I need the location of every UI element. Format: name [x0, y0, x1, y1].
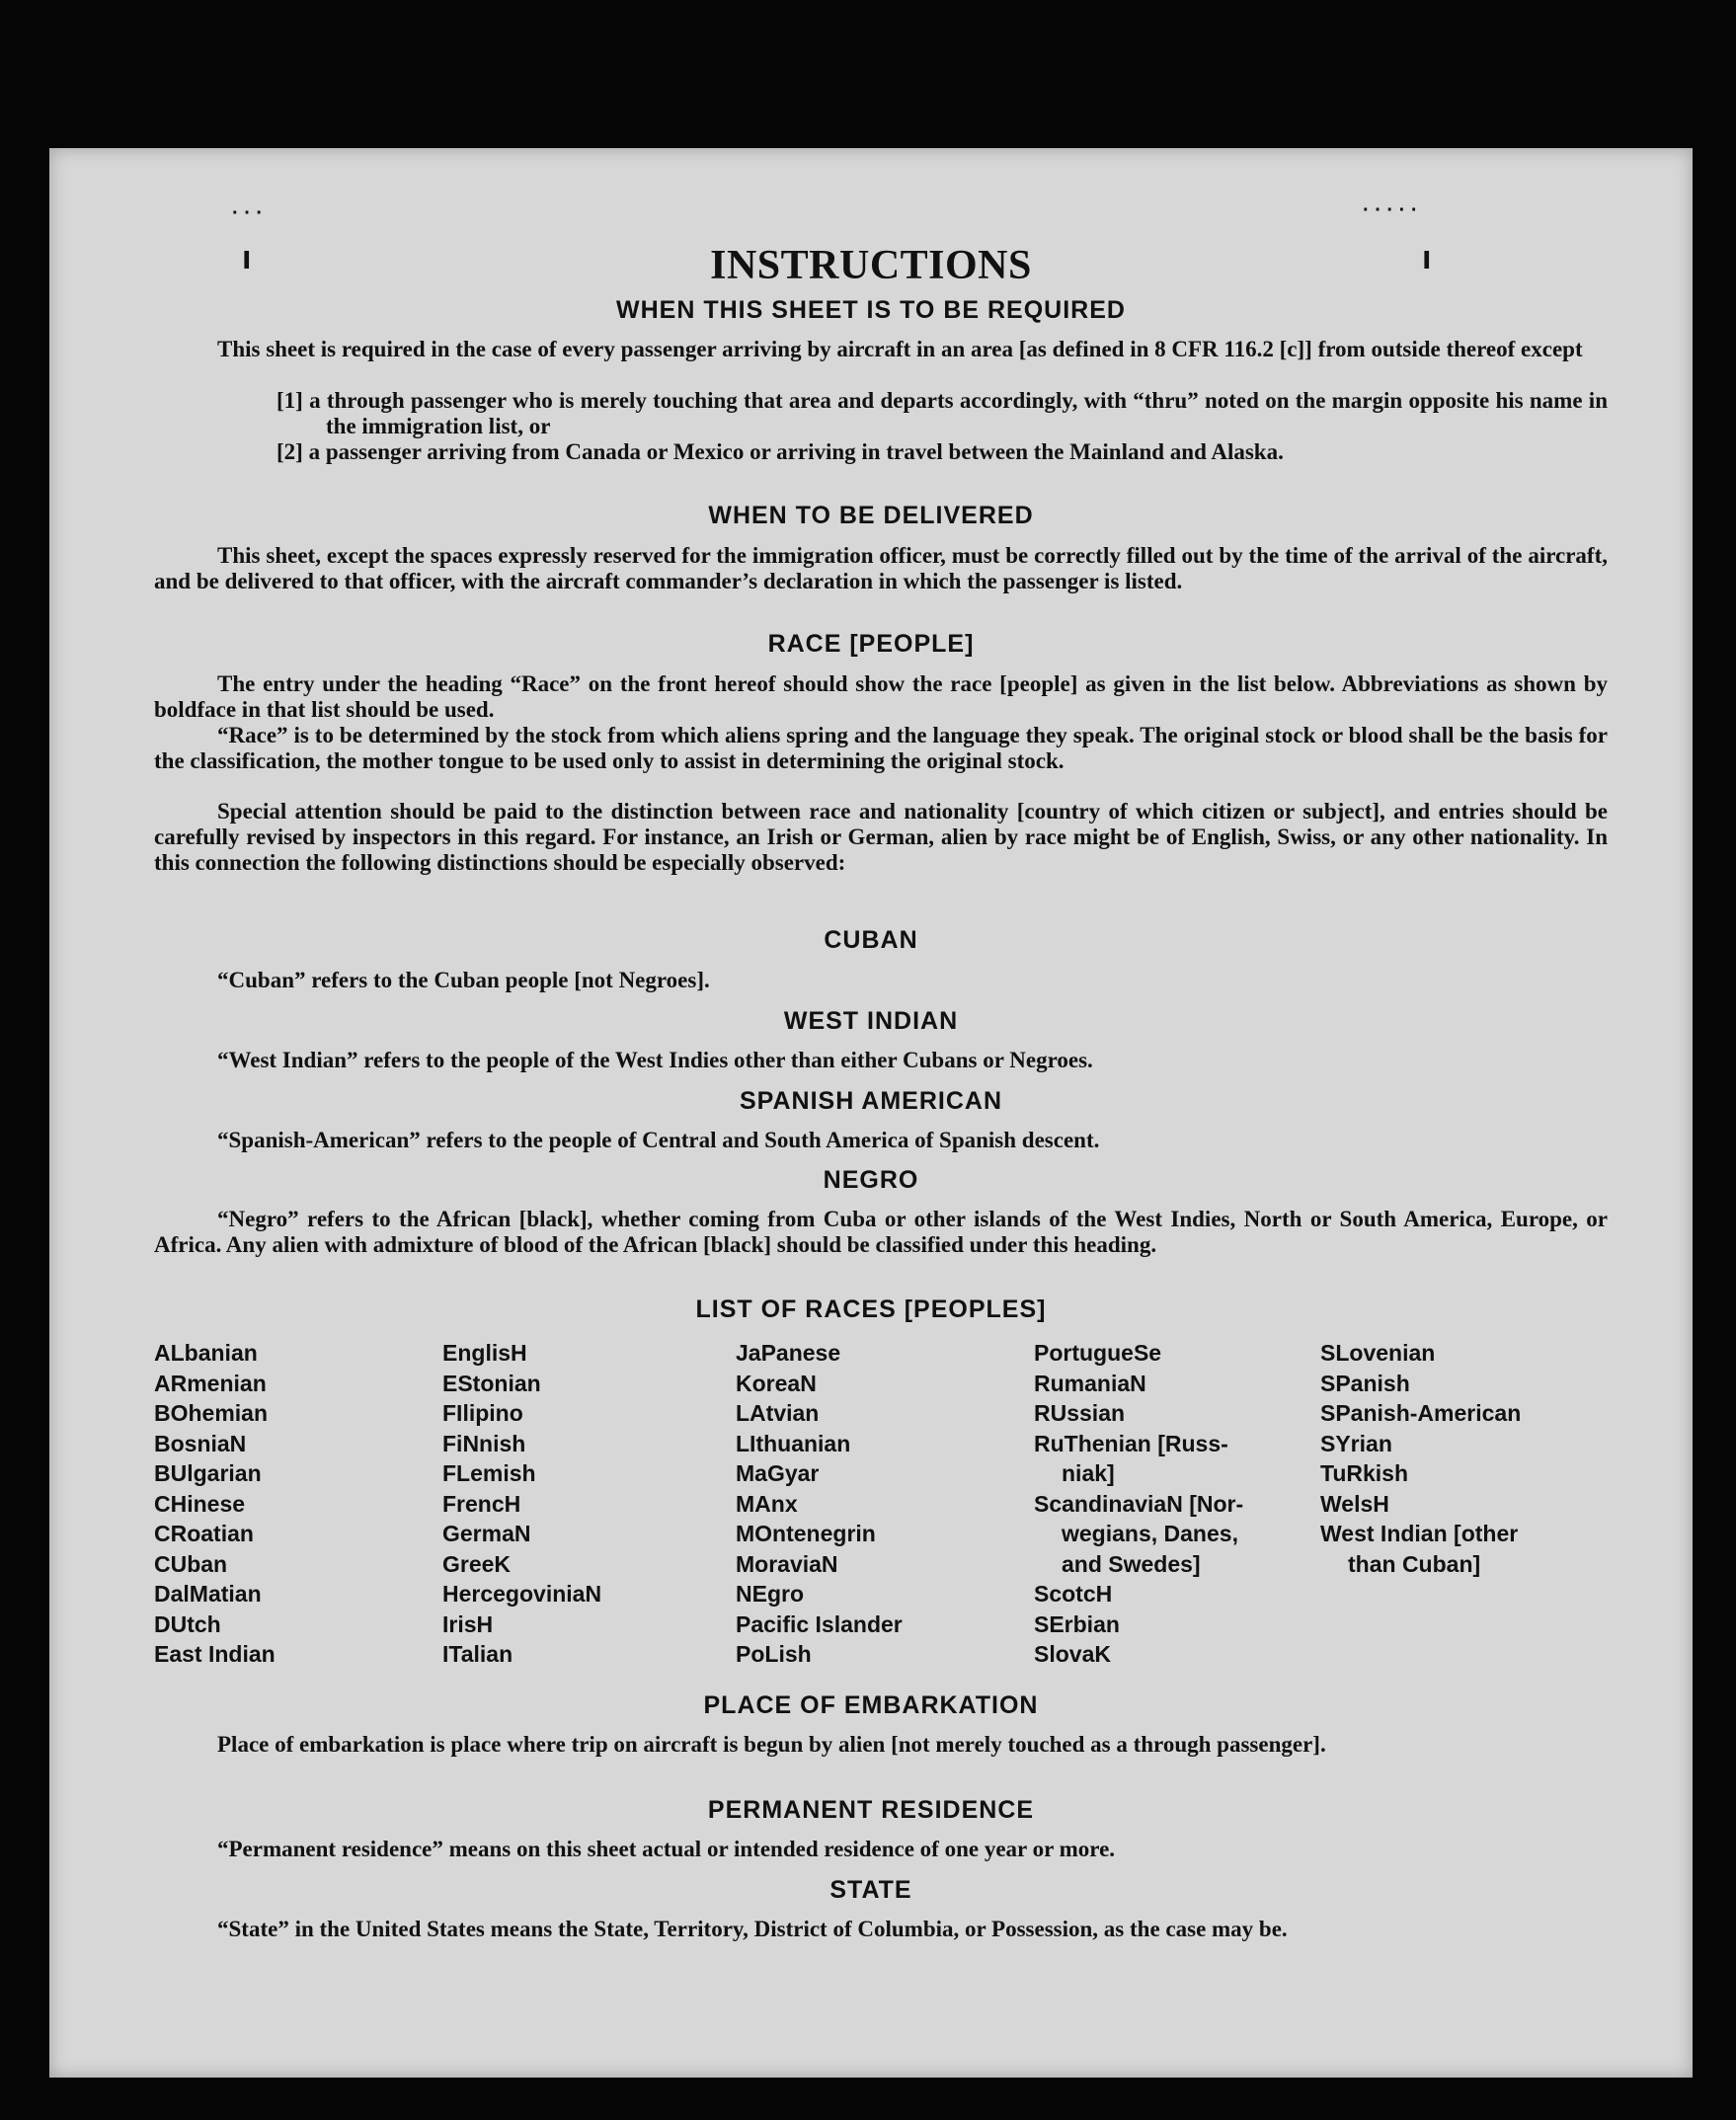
race-item: SErbian: [1034, 1610, 1120, 1637]
print-specks: · · · · ·: [1363, 199, 1418, 221]
heading-negro: NEGRO: [823, 1166, 919, 1194]
race-item: SLovenian: [1320, 1340, 1436, 1366]
race-paragraph-2: “Race” is to be determined by the stock from which aliens spring and the language they speak. The original stock or blood shall be the basis for the classification, the mother tongue to be used only to assist in determining the original stock.: [154, 723, 1608, 773]
race-item: CHinese: [154, 1490, 246, 1517]
race-item: LIthuanian: [736, 1430, 851, 1456]
race-item: IrisH: [442, 1610, 494, 1637]
race-item: ScandinaviaN [Nor-: [1034, 1490, 1244, 1517]
race-item: ARmenian: [154, 1370, 267, 1396]
heading-place-of-embarkation: PLACE OF EMBARKATION: [703, 1691, 1039, 1719]
required-item-1: [1] a through passenger who is merely touching that area and departs accordingly, with “thru” noted on the margin opposite his name in the immigration list, or: [276, 388, 1608, 438]
heading-when-required: WHEN THIS SHEET IS TO BE REQUIRED: [616, 296, 1126, 324]
race-item: DUtch: [154, 1610, 221, 1637]
page-title: INSTRUCTIONS: [710, 243, 1032, 288]
race-item: MAnx: [736, 1490, 798, 1517]
race-item: JaPanese: [736, 1340, 841, 1366]
races-column-5: [1320, 1338, 1521, 1579]
race-item: RUssian: [1034, 1400, 1126, 1426]
race-item: RuThenian [Russ-: [1034, 1430, 1228, 1456]
race-item: ALbanian: [154, 1340, 258, 1366]
heading-when-delivered: WHEN TO BE DELIVERED: [708, 502, 1034, 529]
race-item: BosniaN: [154, 1430, 247, 1456]
residence-text: “Permanent residence” means on this sheet actual or intended residence of one year or more.: [217, 1837, 1116, 1861]
corner-mark-left: ı: [242, 239, 252, 276]
delivered-text: This sheet, except the spaces expressly reserved for the immigration officer, must be correctly filled out by the time of the arrival of the aircraft, and be delivered to that officer, with the aircraft commander’s declaration in which the passenger is listed.: [154, 543, 1608, 593]
heading-cuban: CUBAN: [824, 926, 918, 954]
race-item: RumaniaN: [1034, 1370, 1146, 1396]
race-item: ITalian: [442, 1641, 513, 1667]
race-item: FrencH: [442, 1490, 521, 1517]
heading-permanent-residence: PERMANENT RESIDENCE: [707, 1796, 1035, 1824]
race-item: CRoatian: [154, 1521, 254, 1546]
heading-list-of-races: LIST OF RACES [PEOPLES]: [695, 1296, 1047, 1323]
embarkation-text: Place of embarkation is place where trip on aircraft is begun by alien [not merely touched as a through passenger].: [217, 1732, 1326, 1757]
race-item: SPanish-American: [1320, 1400, 1522, 1426]
race-item: PortugueSe: [1034, 1340, 1162, 1366]
instruction-sheet: [49, 148, 1693, 2078]
state-text: “State” in the United States means the State, Territory, District of Columbia, or Possession, as the case may be.: [217, 1917, 1288, 1941]
race-item: WelsH: [1320, 1490, 1389, 1517]
heading-west-indian: WEST INDIAN: [783, 1007, 959, 1035]
race-item: ScotcH: [1034, 1581, 1113, 1607]
race-item: EnglisH: [442, 1340, 527, 1366]
race-item: and Swedes]: [1062, 1550, 1201, 1577]
race-item: wegians, Danes,: [1062, 1521, 1238, 1546]
race-item: KoreaN: [736, 1370, 817, 1396]
race-item: MOntenegrin: [736, 1521, 876, 1546]
race-item: Pacific Islander: [736, 1610, 903, 1637]
race-item: TuRkish: [1320, 1460, 1409, 1486]
race-item: MoraviaN: [736, 1550, 838, 1577]
races-column-1: [154, 1338, 276, 1670]
race-paragraph-1: The entry under the heading “Race” on the front hereof should show the race [people] as given in the list below. Abbreviations as shown by boldface in that list should be used.: [154, 671, 1608, 722]
heading-spanish-american: SPANISH AMERICAN: [739, 1087, 1002, 1115]
required-intro: This sheet is required in the case of every passenger arriving by aircraft in an area [as defined in 8 CFR 116.2 [c]] from outside thereof except: [217, 337, 1583, 361]
race-item: niak]: [1062, 1460, 1115, 1486]
races-column-4: [1034, 1338, 1243, 1670]
race-item: GreeK: [442, 1550, 512, 1577]
corner-mark-right: ı: [1422, 239, 1432, 276]
race-item: LAtvian: [736, 1400, 820, 1426]
cuban-text: “Cuban” refers to the Cuban people [not Negroes].: [217, 968, 710, 992]
races-column-3: [736, 1338, 903, 1670]
race-item: FIlipino: [442, 1400, 523, 1426]
race-item: DalMatian: [154, 1581, 262, 1607]
race-item: HercegoviniaN: [442, 1581, 602, 1607]
race-paragraph-3: Special attention should be paid to the distinction between race and nationality [country of which citizen or subject], and entries should be carefully revised by inspectors in this regard. For instance, an Irish or German, alien by race might be of English, Swiss, or any other nationality. In this connection the following distinctions should be especially observed:: [154, 799, 1608, 875]
race-item: GermaN: [442, 1521, 531, 1546]
race-item: FiNnish: [442, 1430, 526, 1456]
spanish-american-text: “Spanish-American” refers to the people of Central and South America of Spanish descent.: [217, 1128, 1100, 1152]
print-specks: · · ·: [232, 202, 264, 224]
race-item: MaGyar: [736, 1460, 820, 1486]
race-item: NEgro: [736, 1581, 804, 1607]
race-item: SYrian: [1320, 1430, 1392, 1456]
race-item: SPanish: [1320, 1370, 1410, 1396]
race-item: East Indian: [154, 1641, 276, 1667]
race-item: CUban: [154, 1550, 228, 1577]
race-item: West Indian [other: [1320, 1521, 1519, 1546]
required-item-2: [2] a passenger arriving from Canada or Mexico or arriving in travel between the Mainland and Alaska.: [276, 439, 1284, 464]
heading-race: RACE [PEOPLE]: [767, 630, 975, 658]
race-item: than Cuban]: [1348, 1550, 1481, 1577]
west-indian-text: “West Indian” refers to the people of the West Indies other than either Cubans or Negroes.: [217, 1048, 1093, 1072]
race-item: EStonian: [442, 1370, 541, 1396]
race-item: BOhemian: [154, 1400, 269, 1426]
race-item: PoLish: [736, 1641, 812, 1667]
race-item: BUlgarian: [154, 1460, 262, 1486]
race-item: FLemish: [442, 1460, 536, 1486]
race-item: SlovaK: [1034, 1641, 1111, 1667]
heading-state: STATE: [829, 1876, 912, 1904]
races-column-2: [442, 1338, 601, 1670]
negro-text: “Negro” refers to the African [black], whether coming from Cuba or other islands of the West Indies, North or South America, Europe, or Africa. Any alien with admixture of blood of the African [black] should be classified under this heading.: [154, 1207, 1608, 1257]
